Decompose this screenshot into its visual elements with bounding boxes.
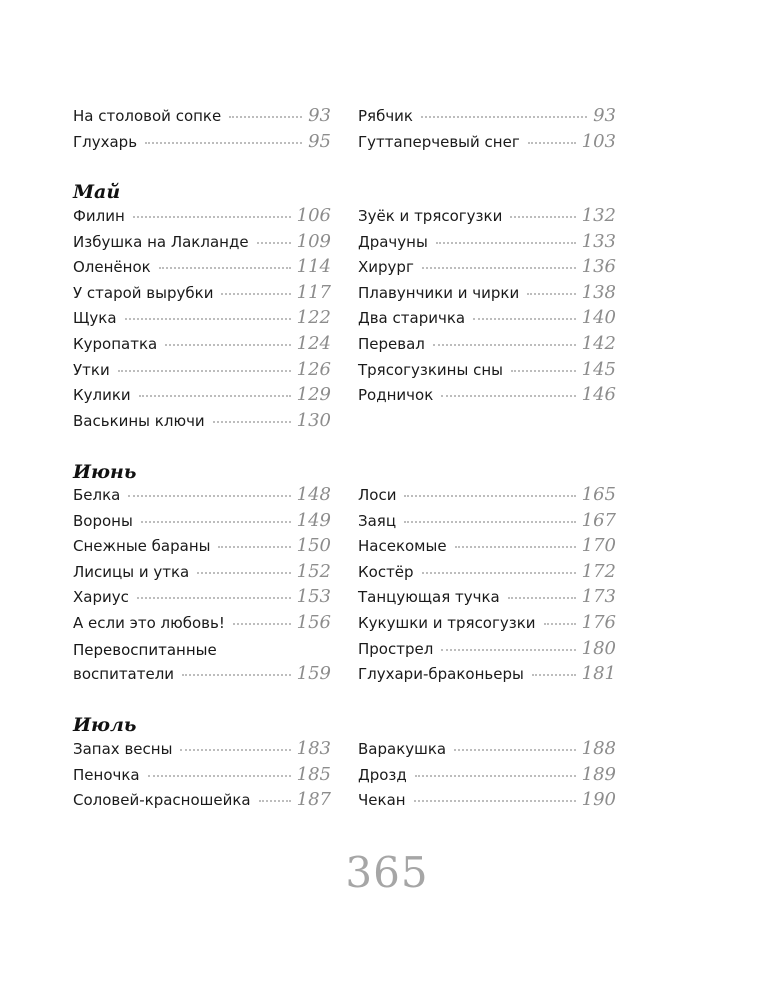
entry-title: Костёр [358, 562, 414, 581]
entry-title: Глухарь [73, 132, 138, 151]
entry-page-number: 145 [581, 358, 616, 380]
toc-entry[interactable] [73, 384, 331, 410]
page-number: 365 [345, 848, 429, 897]
entry-title: Лисицы и утка [73, 562, 190, 581]
toc-column-right [358, 205, 616, 410]
dot-leader [145, 142, 302, 144]
entry-title: Хариус [73, 588, 129, 607]
toc-entry[interactable] [73, 131, 331, 157]
entry-page-number: 153 [296, 586, 331, 608]
dot-leader [436, 242, 576, 244]
entry-title: Избушка на Лакланде [73, 232, 249, 251]
toc-entry[interactable] [358, 789, 616, 815]
entry-title: Варакушка [358, 740, 447, 758]
dot-leader [510, 216, 575, 218]
dot-leader [473, 318, 576, 320]
entry-title: Куропатка [73, 334, 158, 353]
section-heading: Май [73, 181, 121, 203]
toc-entry[interactable] [358, 484, 616, 510]
entry-title: Васькины ключи [73, 411, 205, 430]
entry-title: Плавунчики и чирки [358, 283, 520, 302]
entry-title: Кулики [73, 386, 131, 405]
toc-entry[interactable] [73, 638, 331, 689]
toc-entry[interactable] [73, 612, 331, 638]
dot-leader [441, 395, 575, 397]
entry-title: Перевоспитанные [73, 640, 217, 659]
entry-title: Рябчик [358, 107, 413, 125]
toc-entry[interactable] [358, 764, 616, 790]
dot-leader [511, 370, 576, 372]
toc-entry[interactable] [358, 535, 616, 561]
dot-leader [125, 318, 291, 320]
entry-page-number: 180 [581, 637, 616, 659]
entry-title: Белка [73, 486, 121, 504]
entry-page-number: 149 [296, 509, 331, 531]
toc-entry[interactable] [358, 738, 616, 764]
entry-page-number: 138 [581, 281, 616, 303]
entry-page-number: 190 [581, 789, 616, 811]
dot-leader [433, 344, 576, 346]
toc-entry[interactable] [358, 282, 616, 308]
toc-entry[interactable] [73, 205, 331, 231]
toc-entry[interactable] [358, 510, 616, 536]
dot-leader [137, 597, 291, 599]
dot-leader [454, 749, 576, 751]
dot-leader [421, 116, 587, 118]
entry-title: Трясогузкины сны [358, 360, 503, 379]
entry-title: На столовой сопке [73, 107, 222, 125]
dot-leader [218, 546, 290, 548]
dot-leader [259, 800, 291, 802]
dot-leader [508, 597, 576, 599]
entry-page-number: 103 [581, 130, 616, 152]
entry-page-number: 140 [581, 307, 616, 329]
entry-title: Чекан [358, 791, 406, 810]
entry-page-number: 170 [581, 535, 616, 557]
toc-entry[interactable] [358, 333, 616, 359]
entry-page-number: 173 [581, 586, 616, 608]
entry-page-number: 93 [593, 105, 616, 126]
toc-entry[interactable] [358, 205, 616, 231]
toc-entry[interactable] [358, 663, 616, 689]
entry-page-number: 114 [296, 256, 331, 278]
entry-title: Гуттаперчевый снег [358, 132, 520, 151]
toc-column-left [73, 105, 331, 156]
entry-title: Филин [73, 207, 125, 225]
entry-title: Кукушки и трясогузки [358, 613, 536, 632]
entry-page-number: 132 [581, 205, 616, 226]
entry-title: Снежные бараны [73, 537, 211, 556]
entry-title: Соловей-красношейка [73, 791, 251, 810]
entry-title: Щука [73, 309, 117, 328]
toc-entry[interactable] [73, 764, 331, 790]
entry-page-number: 181 [581, 663, 616, 685]
section-heading: Июль [73, 714, 137, 736]
entry-title: Оленёнок [73, 258, 151, 277]
toc-entry[interactable] [358, 307, 616, 333]
dot-leader [404, 495, 575, 497]
toc-entry[interactable] [73, 789, 331, 815]
entry-page-number: 172 [581, 560, 616, 582]
entry-page-number: 146 [581, 384, 616, 406]
dot-leader [404, 521, 576, 523]
entry-title: Лоси [358, 486, 397, 504]
toc-column-right [358, 484, 616, 689]
toc-entry[interactable] [73, 561, 331, 587]
dot-leader [165, 344, 290, 346]
toc-entry[interactable] [73, 359, 331, 385]
toc-entry[interactable] [73, 256, 331, 282]
entry-page-number: 183 [296, 738, 331, 759]
entry-page-number: 122 [296, 307, 331, 329]
toc-entry[interactable] [358, 561, 616, 587]
entry-title: Два старичка [358, 309, 466, 328]
toc-entry[interactable] [73, 282, 331, 308]
toc-entry[interactable] [358, 105, 616, 131]
entry-page-number: 117 [296, 281, 331, 303]
entry-page-number: 176 [581, 611, 616, 633]
entry-title: Прострел [358, 639, 434, 658]
toc-column-left [73, 484, 331, 688]
entry-page-number: 152 [296, 560, 331, 582]
entry-title: Родничок [358, 386, 434, 405]
toc-entry[interactable] [73, 231, 331, 257]
toc-entry[interactable] [73, 738, 331, 764]
dot-leader [180, 749, 290, 751]
entry-page-number: 187 [296, 789, 331, 811]
entry-page-number: 129 [296, 384, 331, 406]
dot-leader [197, 572, 290, 574]
entry-title: Пеночка [73, 765, 140, 784]
dot-leader [229, 116, 302, 118]
dot-leader [141, 521, 291, 523]
entry-page-number: 106 [296, 205, 331, 226]
entry-page-number: 95 [308, 130, 331, 152]
entry-page-number: 188 [581, 738, 616, 759]
dot-leader [422, 267, 576, 269]
entry-title: Утки [73, 360, 110, 379]
toc-entry[interactable] [358, 384, 616, 410]
dot-leader [257, 242, 291, 244]
dot-leader [527, 293, 575, 295]
toc-entry[interactable] [73, 307, 331, 333]
dot-leader [182, 674, 291, 676]
toc-column-left [73, 738, 331, 815]
toc-entry[interactable] [358, 231, 616, 257]
dot-leader [528, 142, 576, 144]
dot-leader [455, 546, 576, 548]
toc-entry[interactable] [73, 586, 331, 612]
entry-page-number: 142 [581, 332, 616, 354]
dot-leader [415, 775, 576, 777]
dot-leader [128, 495, 290, 497]
entry-title: Заяц [358, 511, 397, 530]
dot-leader [159, 267, 291, 269]
entry-title: А если это любовь! [73, 613, 225, 632]
dot-leader [422, 572, 576, 574]
dot-leader [532, 674, 576, 676]
entry-page-number: 156 [296, 611, 331, 633]
entry-page-number: 185 [296, 763, 331, 785]
toc-entry[interactable] [73, 510, 331, 536]
toc-entry[interactable] [358, 256, 616, 282]
entry-page-number: 93 [308, 105, 331, 126]
entry-page-number: 136 [581, 256, 616, 278]
dot-leader [233, 623, 291, 625]
toc-entry[interactable] [73, 333, 331, 359]
dot-leader [139, 395, 291, 397]
entry-page-number: 109 [296, 230, 331, 252]
toc-entry[interactable] [358, 359, 616, 385]
entry-title: Вороны [73, 511, 133, 530]
toc-entry[interactable] [358, 131, 616, 157]
toc-entry[interactable] [358, 612, 616, 638]
dot-leader [213, 421, 291, 423]
entry-title: Насекомые [358, 537, 447, 556]
dot-leader [441, 649, 575, 651]
entry-page-number: 167 [581, 509, 616, 531]
entry-page-number: 150 [296, 535, 331, 557]
dot-leader [118, 370, 291, 372]
entry-page-number: 189 [581, 763, 616, 785]
entry-page-number: 165 [581, 484, 616, 505]
entry-title: Дрозд [358, 765, 407, 784]
dot-leader [148, 775, 291, 777]
entry-title: Глухари-браконьеры [358, 665, 524, 684]
entry-title: У старой вырубки [73, 283, 214, 302]
toc-column-right [358, 105, 616, 156]
entry-page-number: 133 [581, 230, 616, 252]
entry-title: Танцующая тучка [358, 588, 500, 607]
entry-title: Драчуны [358, 232, 428, 251]
entry-page-number: 148 [296, 484, 331, 505]
entry-title: Хирург [358, 258, 414, 277]
toc-entry[interactable] [73, 484, 331, 510]
toc-entry[interactable] [358, 638, 616, 664]
entry-title: воспитатели [73, 664, 175, 683]
entry-title: Перевал [358, 334, 425, 353]
entry-page-number: 130 [296, 409, 331, 431]
entry-page-number: 126 [296, 358, 331, 380]
entry-page-number: 159 [296, 662, 331, 684]
toc-entry[interactable] [358, 586, 616, 612]
entry-title: Запах весны [73, 740, 173, 758]
dot-leader [544, 623, 576, 625]
section-heading: Июнь [73, 461, 137, 483]
dot-leader [221, 293, 290, 295]
toc-entry[interactable] [73, 535, 331, 561]
toc-entry[interactable] [73, 410, 331, 436]
toc-column-left [73, 205, 331, 435]
dot-leader [133, 216, 291, 218]
entry-page-number: 124 [296, 332, 331, 354]
entry-title: Зуёк и трясогузки [358, 207, 503, 225]
toc-column-right [358, 738, 616, 815]
toc-entry[interactable] [73, 105, 331, 131]
dot-leader [414, 800, 576, 802]
